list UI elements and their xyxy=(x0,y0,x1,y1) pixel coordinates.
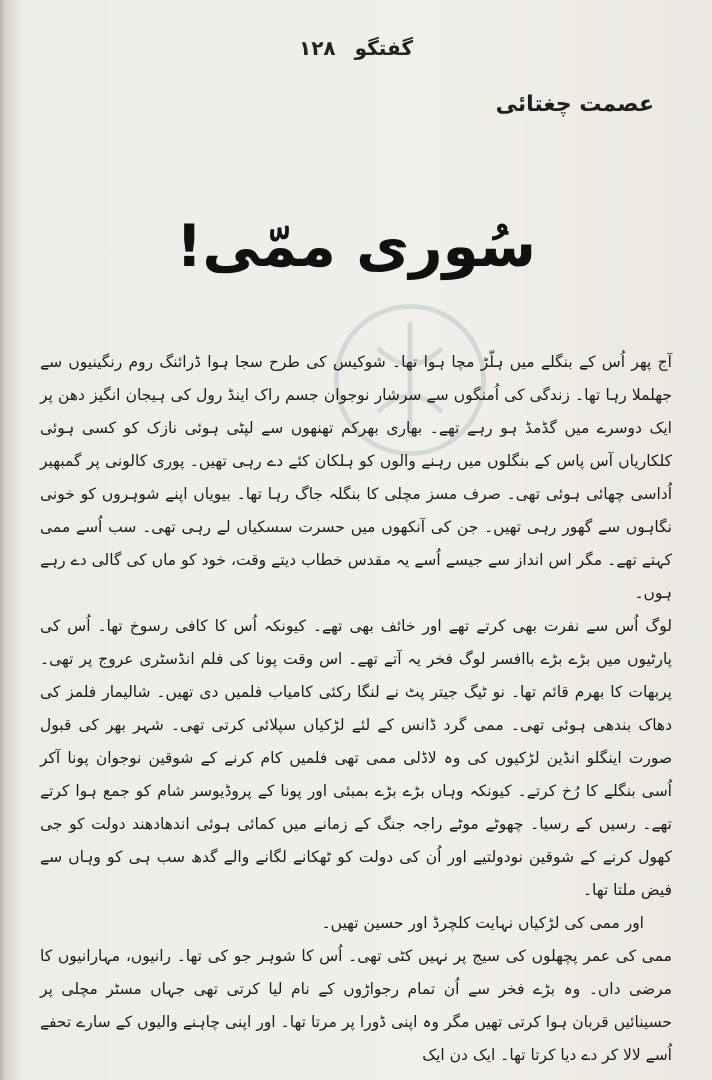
story-body xyxy=(40,346,672,1072)
story-title: سُوری ممّی! xyxy=(175,212,537,280)
page-header xyxy=(0,36,712,60)
magazine-name: گفتگو xyxy=(354,36,413,60)
author-name: عصمت چغتائی xyxy=(495,92,654,117)
page-number: ۱۲۸ xyxy=(299,36,336,60)
paragraph-3: اور ممی کی لڑکیاں نہایت کلچرڈ اور حسین تھیں۔ xyxy=(321,914,644,932)
paragraph-4: ممی کی عمر پچھلوں کی سیج پر نہیں کٹی تھی۔ اُس کا شوہر جو کی تھا۔ رانیوں، مہارانیوں کا مرضی داں۔ وہ بڑے فخر سے اُن تمام رجواڑوں کے نام لیا کرتی تھی جہاں مسٹر مچلی پر حسینائیں قربان ہوا کرتی تھیں مگر وہ اپنی ڈورا پر مرتا تھا۔ اور اپنی چاہنے والیوں کے سارے تحفے اُسے لالا کر دے دیا کرتا تھا۔ ایک دن ایک xyxy=(40,947,672,1064)
paragraph-1: آج پھر اُس کے بنگلے میں ہلّڑ مچا ہوا تھا۔ شوکیس کی طرح سجا ہوا ڈرائنگ روم رنگینیوں سے جھلملا رہا تھا۔ زندگی کی اُمنگوں سے سرشار نوجوان جسم راک اینڈ رول کی ہیجان انگیز دھن پر ایک دوسرے میں گڈمڈ ہو رہے تھے۔ بھاری بھرکم تھنھوں سے لپٹی ہوئی نازک کو کسی ہوئی کلکاریاں آس پاس کے بنگلوں میں رہنے والوں کو ہلکان کئے دے رہی تھیں۔ پوری کالونی پر گمبھیر اُداسی چھائی ہوئی تھی۔ صرف مسز مچلی کا بنگلہ جاگ رہا تھا۔ بیویاں اپنے شوہروں کو خونی نگاہوں سے گھور رہی تھیں۔ جن کی آنکھوں میں حسرت سسکیاں لے رہی تھی۔ سب اُسے ممی کہتے تھے۔ مگر اس انداز سے جیسے اُسے یہ مقدس خطاب دیتے وقت، خود کو ماں کی گالی دے رہے ہوں۔ xyxy=(40,353,672,602)
paragraph-2: لوگ اُس سے نفرت بھی کرتے تھے اور خائف بھی تھے۔ کیونکہ اُس کا کافی رسوخ تھا۔ اُس کی پارٹیوں میں بڑے بڑے باافسر لوگ فخر یہ آتے تھے۔ اس وقت پونا کی فلم انڈسٹری عروج پر تھی۔ پربھات کا بھرم قائم تھا۔ نو ٹیگ جیتر پٹ نے لنگا رکئی کامیاب فلمیں دی تھیں۔ شالیمار فلمز کی دھاک بندھی ہوئی تھی۔ ممی گرد ڈانس کے لئے لڑکیاں سپلائی کرتی تھی۔ شہر بھر کی قبول صورت اینگلو انڈین لڑکیوں کی وہ لاڈلی ممی تھی فلمیں کام کرنے کے شوقین نوجوان پونا آکر اُسی بنگلے کا رُخ کرتے۔ کیونکہ وہاں بڑے بڑے بمبئی اور پونا کے پروڈیوسر شام کو جمع ہوا کرتے تھے۔ رسیں کے رسیا۔ چھوٹے موٹے راجہ جنگ کے زمانے میں کمائی ہوئی اندھادھند دولت کو جی کھول کرنے کے شوقین نودولتیے اور اُن کی دولت کو ٹھکانے لگانے والے گدھ سب ہی کو وہاں سے فیض ملتا تھا۔ xyxy=(40,617,672,899)
